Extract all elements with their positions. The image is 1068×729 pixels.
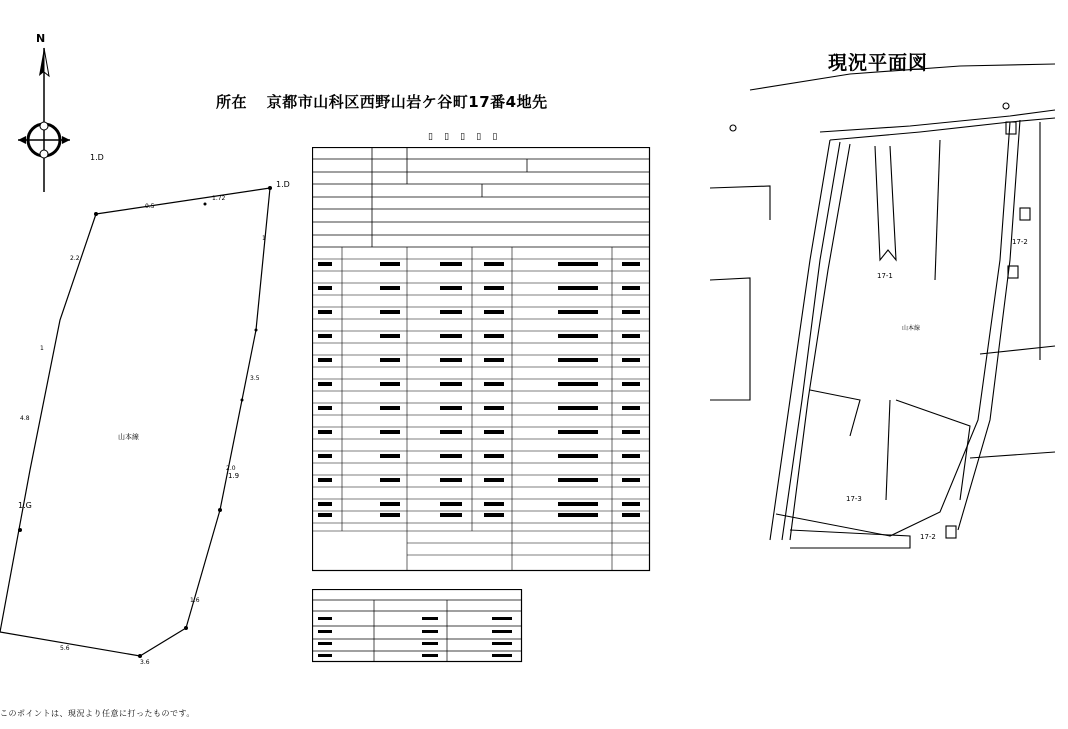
svg-text:1.6: 1.6 bbox=[190, 597, 200, 604]
parcel-label-17-2-b: 17-2 bbox=[920, 533, 936, 541]
right-center-label: 山本線 bbox=[902, 325, 921, 332]
parcel-label-17-3: 17-3 bbox=[846, 495, 862, 503]
coordinate-table bbox=[312, 147, 652, 572]
svg-text:0.5: 0.5 bbox=[145, 203, 155, 210]
svg-text:3.6: 3.6 bbox=[140, 659, 150, 666]
left-survey-map bbox=[0, 170, 300, 670]
plan-title: 現況平面図 bbox=[828, 52, 929, 74]
table-caption-glyphs: ▯ ▯ ▯ ▯ ▯ bbox=[428, 132, 502, 142]
svg-text:2.0: 2.0 bbox=[226, 465, 236, 472]
svg-text:3.5: 3.5 bbox=[250, 375, 260, 382]
reference-point-table bbox=[312, 589, 524, 664]
left-area-label: 山本線 bbox=[118, 433, 139, 441]
current-status-plan-map bbox=[710, 60, 1060, 620]
parcel-label-17-1: 17-1 bbox=[877, 272, 893, 280]
svg-text:5.6: 5.6 bbox=[60, 645, 70, 652]
svg-text:1.72: 1.72 bbox=[212, 195, 226, 202]
svg-text:1: 1 bbox=[262, 235, 266, 242]
location-header bbox=[216, 91, 562, 112]
svg-text:1: 1 bbox=[40, 345, 44, 352]
point-label-1d-b: 1.D bbox=[276, 180, 290, 189]
location-label: 所在 bbox=[216, 93, 248, 111]
point-label-19: 1.9 bbox=[228, 472, 240, 480]
point-label-1d-a: 1.D bbox=[90, 153, 104, 162]
north-label: N bbox=[36, 32, 46, 45]
point-label-1g: 1.G bbox=[18, 501, 32, 510]
location-value: 京都市山科区西野山岩ケ谷町17番4地先 bbox=[266, 93, 548, 111]
svg-text:4.8: 4.8 bbox=[20, 415, 30, 422]
footnote: このポイントは、現況より任意に打ったものです。 bbox=[0, 709, 195, 718]
parcel-label-17-2-a: 17-2 bbox=[1012, 238, 1028, 246]
svg-text:2.2: 2.2 bbox=[70, 255, 80, 262]
